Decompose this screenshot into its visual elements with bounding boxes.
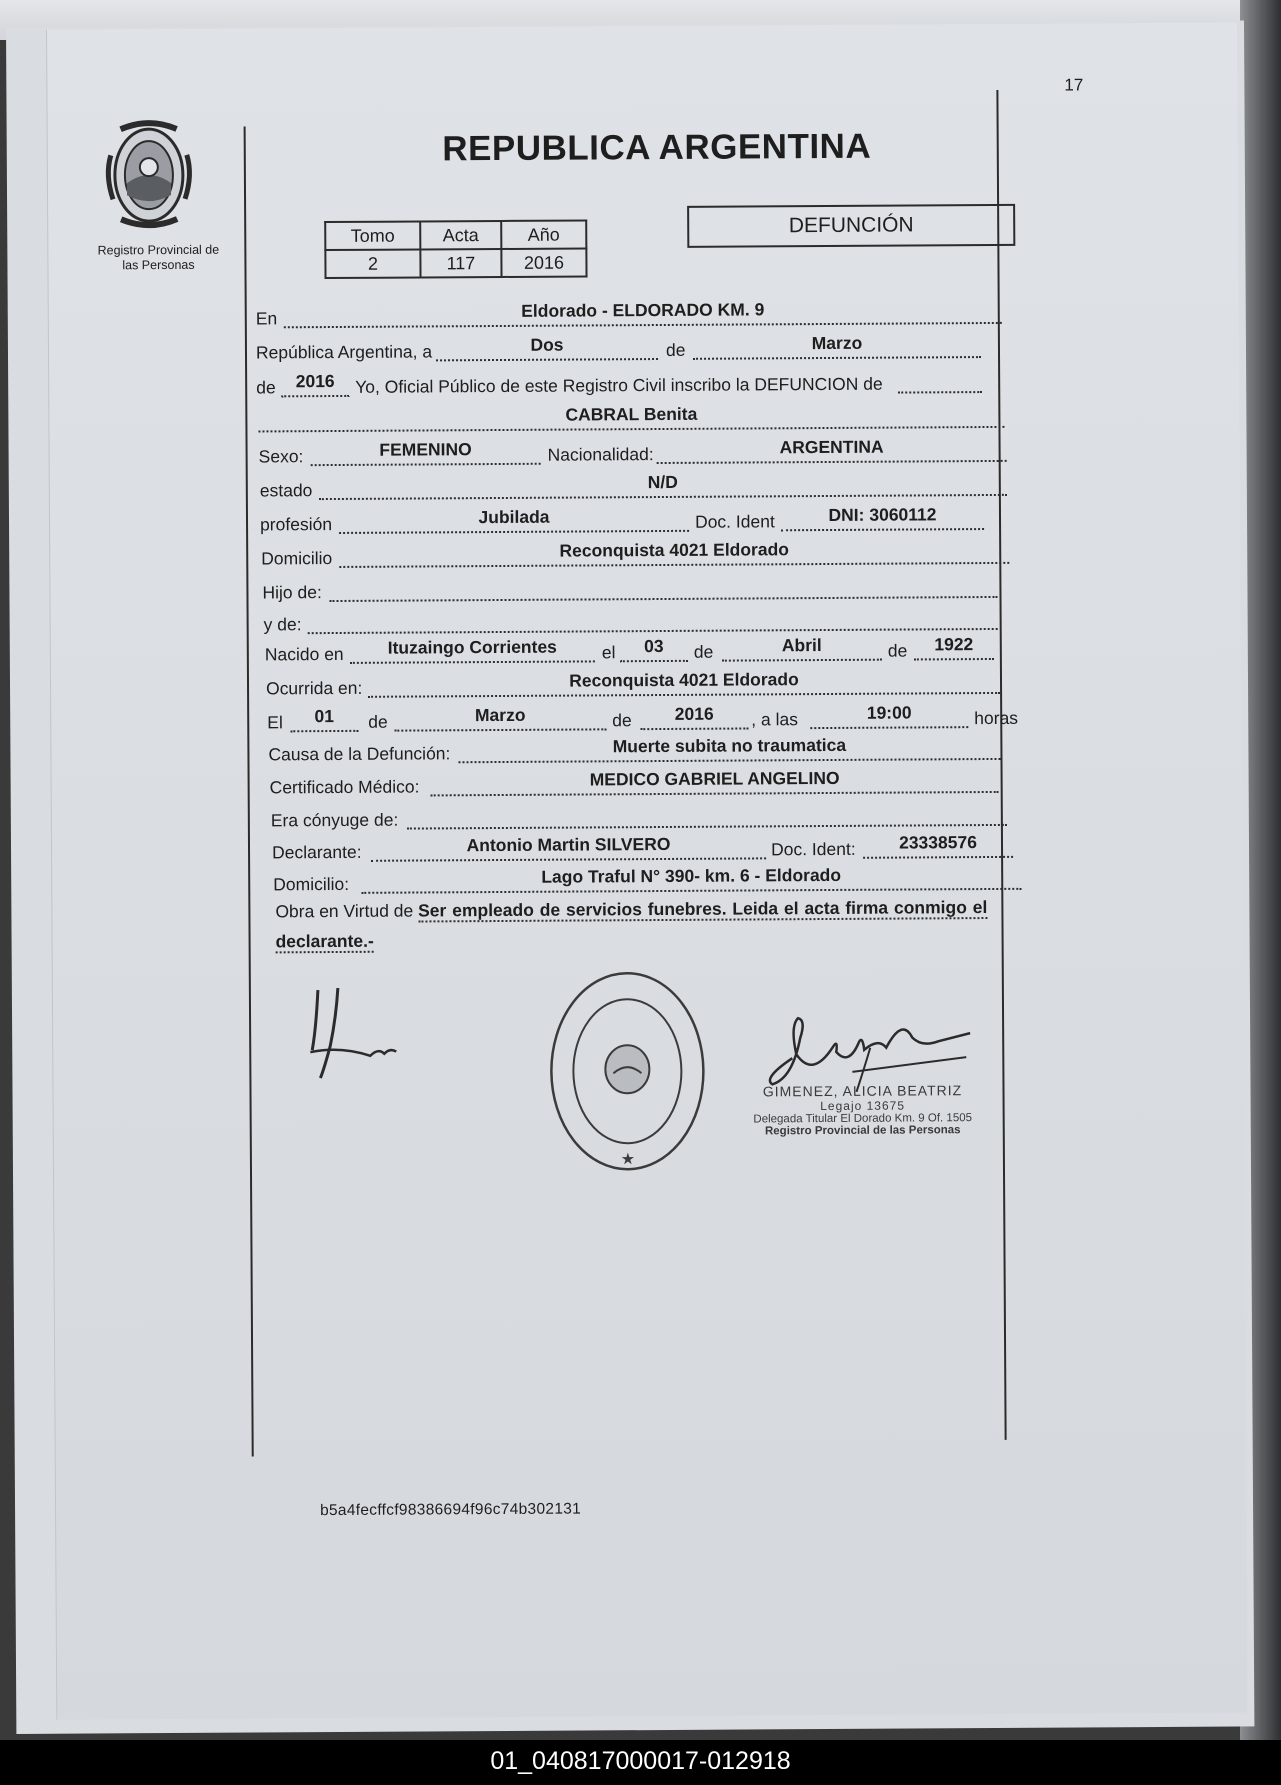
label-el-upper: El (267, 712, 283, 733)
label-el: el (601, 642, 616, 663)
label-hijo-de: Hijo de: (262, 582, 322, 603)
label-de-4: de (887, 640, 908, 661)
registrar-role: Delegada Titular El Dorado Km. 9 Of. 1505 (753, 1112, 973, 1126)
svg-text:★: ★ (620, 1149, 636, 1169)
registry-seal (547, 969, 708, 1175)
label-nacido-en: Nacido en (264, 643, 344, 665)
field-domicilio-declarante: Lago Traful N° 390- km. 6 - Eldorado (361, 864, 1021, 894)
field-hora-defuncion: 19:00 (810, 702, 968, 729)
field-domicilio: Reconquista 4021 Eldorado (339, 538, 1009, 568)
file-id-bar: 01_040817000017-012918 (0, 1740, 1281, 1785)
field-anio-defuncion: 2016 (640, 703, 748, 730)
label-sexo: Sexo: (258, 446, 304, 467)
field-blank-continuation (898, 367, 982, 394)
header-tomo: Tomo (325, 221, 420, 250)
registry-caption (83, 243, 233, 274)
registrar-legajo: Legajo 13675 (820, 1098, 906, 1114)
registrar-name: GIMENEZ, ALICIA BEATRIZ (762, 1082, 963, 1100)
label-ocurrida-en: Ocurrida en: (265, 677, 363, 699)
field-conyuge (407, 800, 1007, 830)
label-en: En (255, 308, 278, 329)
label-profesion: profesión (259, 514, 333, 535)
field-ocurrida-en: Reconquista 4021 Eldorado (368, 668, 1000, 698)
field-nombre-fallecido: CABRAL Benita (258, 402, 1004, 433)
field-certificado: MEDICO GABRIEL ANGELINO (431, 767, 999, 796)
field-dia-inscripcion: Dos (436, 334, 658, 361)
label-republica: República Argentina, a (255, 341, 433, 363)
registry-caption-line-2: las Personas (122, 257, 195, 273)
label-a-las: , a las (751, 709, 799, 730)
label-doc-ident-declarante: Doc. Ident: (770, 838, 856, 860)
field-mes-inscripcion: Marzo (693, 332, 981, 360)
label-doc-ident: Doc. Ident (694, 511, 775, 532)
label-de-6: de (612, 710, 632, 731)
field-documento: DNI: 3060112 (781, 504, 984, 531)
field-anio-inscripcion: 2016 (281, 371, 349, 397)
registrar-stamp (732, 1082, 992, 1138)
label-de-3: de (693, 641, 714, 662)
field-hijo-de (329, 572, 997, 602)
label-yo-oficial: Yo, Oficial Público de este Registro Civil inscribo la DEFUNCION de (355, 373, 883, 397)
registry-caption-line-1: Registro Provincial de (97, 242, 220, 258)
label-estado: estado (259, 480, 313, 501)
field-declarante-doc: 23338576 (863, 832, 1013, 859)
value-anio: 2016 (501, 248, 586, 277)
label-y-de: y de: (263, 614, 302, 635)
field-lugar-nacimiento: Ituzaingo Corrientes (350, 636, 595, 663)
value-tomo: 2 (325, 249, 420, 278)
obra-en-virtud (275, 892, 1020, 957)
field-mes-defuncion: Marzo (394, 704, 606, 731)
label-de-2: de (256, 377, 276, 398)
label-de-5: de (368, 711, 388, 732)
header-acta: Acta (420, 221, 501, 249)
field-causa: Muerte subita no traumatica (458, 734, 1000, 763)
registry-table (324, 219, 587, 279)
registry-table-header-row (325, 220, 586, 250)
label-horas: horas (974, 707, 1019, 729)
field-estado: N/D (319, 470, 1007, 500)
field-lugar: Eldorado - ELDORADO KM. 9 (284, 298, 1002, 328)
document-hash: b5a4fecffcf98386694f96c74b302131 (320, 1500, 582, 1520)
label-declarante: Declarante: (271, 841, 362, 863)
field-nacionalidad: ARGENTINA (657, 436, 1007, 464)
label-domicilio-declarante: Domicilio: (273, 873, 350, 895)
declarant-signature (310, 988, 401, 1089)
registrar-registry: Registro Provincial de las Personas (764, 1124, 961, 1138)
label-obra: Obra en Virtud de (275, 900, 414, 922)
field-profesion: Jubilada (339, 506, 689, 534)
field-obra-en-virtud: Ser empleado de servicios funebres. Leida el acta firma conmigo el declarante.- (275, 897, 988, 952)
label-nacionalidad: Nacionalidad: (547, 444, 654, 465)
field-declarante: Antonio Martin SILVERO (371, 833, 766, 861)
page-number: 17 (1064, 75, 1084, 95)
label-domicilio: Domicilio (261, 548, 333, 569)
scanned-page (6, 20, 1254, 1734)
field-mes-nacimiento: Abril (722, 635, 882, 662)
label-certificado: Certificado Médico: (269, 776, 420, 798)
field-anio-nacimiento: 1922 (914, 634, 994, 660)
field-sexo: FEMENINO (311, 439, 541, 466)
header-anio: Año (501, 220, 586, 249)
document-type-box: DEFUNCIÓN (687, 204, 1015, 248)
label-causa: Causa de la Defunción: (268, 743, 451, 765)
label-conyuge: Era cónyuge de: (270, 809, 399, 831)
registry-table-value-row (325, 248, 586, 278)
field-y-de (308, 604, 998, 634)
registrar-signature (752, 1007, 983, 1093)
value-acta: 117 (420, 249, 501, 277)
field-dia-nacimiento: 03 (620, 636, 688, 662)
misiones-coat-of-arms-icon (99, 115, 200, 234)
field-dia-defuncion: 01 (290, 706, 358, 732)
label-de-1: de (665, 339, 686, 360)
document-title: REPUBLICA ARGENTINA (442, 126, 872, 169)
